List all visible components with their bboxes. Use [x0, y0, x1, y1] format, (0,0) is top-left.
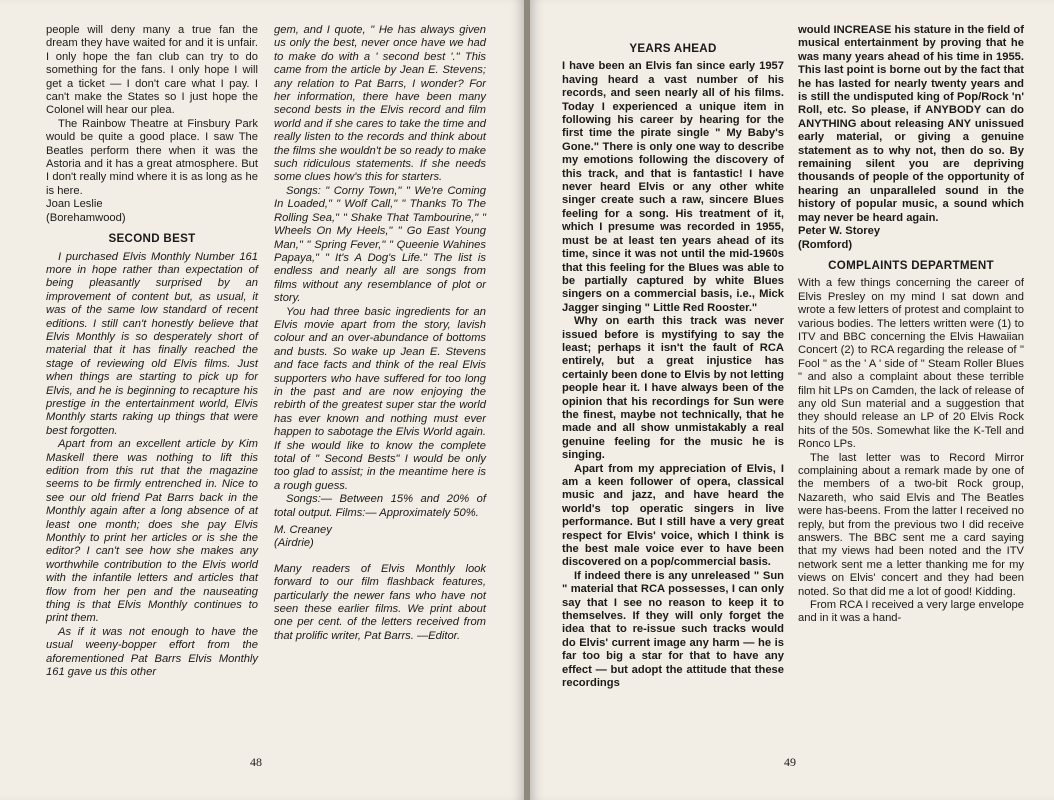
- letter-signature-place: (Airdrie): [274, 537, 314, 550]
- letter-paragraph: would INCREASE his stature in the field of musical entertainment by proving that he was many years ahead of his time in 1955. This last point is borne out by the fact that he has lasted for nearly twenty years and is still the undisputed king of Pop/Rock 'n' Roll, etc. So please, if ANYBODY can do ANYTHING about releasing ANY unissued early material, or giving a genuine statement as to why not, then do so. By remaining silent you are depriving thousands of people of the opportunity of hearing an unparalleled sound in the history of popular music, a sound which may never be heard again.: [798, 24, 1024, 224]
- letter-continuation-text: people will deny many a true fan the dream they have waited for and it is unfair. I only hope the fan club can try to do something for the fans. I only hope I will get a ticket — I don't care what I pay. I can't make the States so I just hope the Colonel will hear our plea.: [46, 24, 258, 117]
- letter-signature-name: Joan Leslie: [46, 198, 103, 211]
- section-heading-second-best: SECOND BEST: [108, 232, 196, 246]
- letter-signature-name: Peter W. Storey: [798, 225, 881, 238]
- letter-paragraph: Songs: " Corny Town," " We're Coming In Loaded," " Wolf Call," " Thanks To The Rolling Sea," " Shake That Tambourine," " Wheels On My Heels," " Go East Young Man," " Spring Fever," " Queenie Wahines Papaya," " It's A Dog's Life." The list is endless and nearly all are songs from films without any resemblance of plot or story.: [274, 184, 486, 305]
- letter-paragraph: gem, and I quote, " He has always given us only the best, never once have we had to make do with a ' second best '." This came from the article by Jean E. Stevens; any relation to Pat Barrs, I wonder? For her information, there have been many second bests in the Elvis record and film world and if she cares to take the time and really listen to the records and think about the films she wouldn't be so ready to make such ridiculous statements. If she needs some clues how's this for starters.: [274, 24, 486, 184]
- letter-paragraph: From RCA I received a very large envelope and in it was a hand-: [798, 599, 1024, 625]
- section-heading-complaints-department: COMPLAINTS DEPARTMENT: [828, 258, 994, 272]
- right-page-column-1: [562, 24, 784, 691]
- letter-paragraph: Why on earth this track was never issued before is mystifying to say the least; perhaps it isn't the fault of RCA entirely, but a great injustice has certainly been done to Elvis by not letting people hear it. I have always been of the opinion that his recordings for Sun were the finest, maybe not technically, that he made and all show unmistakably a real genuine feeling for the music he is singing.: [562, 315, 784, 462]
- letter-paragraph: The last letter was to Record Mirror complaining about a remark made by one of the members of a two-bit Rock group, Nazareth, who said Elvis and The Beatles were has-beens. From the latter I received no reply, but from the previous two I did receive answers. The BBC sent me a card saying that my views had been noted and the ITV network sent me a letter thanking me for my views on Elvis' concert and they had been noted. So that did me a lot of good! Kidding.: [798, 451, 1024, 598]
- editor-note: Many readers of Elvis Monthly look forward to our film flashback features, particularly the newer fans who have not seen these earlier films. We print about one per cent. of the letters received from that prolific writer, Pat Barrs. —Editor.: [274, 562, 486, 642]
- letter-paragraph: With a few things concerning the career of Elvis Presley on my mind I sat down and wrote a few letters of protest and complaint to various bodies. The letters written were (1) to ITV and BBC concerning the Elvis Hawaiian Concert (2) to RCA regarding the release of " Fool " as the ' A ' side of " Steam Roller Blues " and also a complaint about these terrible film hit LPs on Camden, the lack of release of any old Sun material and a suggestion that they should release an LP of 20 Elvis Rock hits of the 50s. Somewhat like the K-Tell and Ronco LPs.: [798, 277, 1024, 451]
- left-page-column-2: [274, 24, 486, 643]
- right-page: [530, 0, 1054, 800]
- letter-paragraph: You had three basic ingredients for an Elvis movie apart from the story, lavish colour and an over-abundance of bottoms and busts. So wake up Jean E. Stevens and face facts and think of the real Elvis supporters who have suffered for too long in the past and are now enjoying the rebirth of the greatest super star the world has ever known and nothing must ever happen to sabotage the Elvis World again. If she would like to know the complete total of " Second Bests" I would be only too glad to assist; in the meantime here is a rough guess.: [274, 305, 486, 492]
- page-number: 49: [784, 755, 796, 769]
- letter-paragraph: The Rainbow Theatre at Finsbury Park would be quite a good place. I saw The Beatles perform there when it was the Astoria and it has a great atmosphere. But I don't really mind where it is as long as he is here.: [46, 117, 258, 197]
- left-page-column-1: [46, 24, 258, 680]
- right-page-column-2: [798, 24, 1024, 626]
- letter-signature-place: (Romford): [798, 238, 853, 251]
- letter-paragraph: Apart from an excellent article by Kim Maskell there was nothing to lift this edition from this rut that the magazine seems to be firmly entrenched in. Nice to see our old friend Pat Barrs back in the Monthly again after a long absence of at least one month; does she pay Elvis Monthly to print her articles or is she the editor? I can't see how she makes any worthwhile contribution to the Elvis world with the infantile letters and articles that flow from her pen and the nauseating thing is that Elvis Monthly continues to print them.: [46, 438, 258, 625]
- letter-paragraph: I have been an Elvis fan since early 1957 having heard a vast number of his records, and seen nearly all of his films. Today I experienced a unique item in following his career by hearing for the first time the pirate single " My Baby's Gone." There is only one way to describe my emotions following the discovery of this track, and that is fantastic! I have never heard Elvis or any other white singer create such a raw, sincere Blues feeling for a song. His treatment of it, which I presume was recorded in 1955, must be at least ten years ahead of its time, since it was not until the mid-1960s that this feeling for the Blues was able to be partially captured by white Blues singers on a commercial basis, i.e., Mick Jagger singing " Little Red Rooster.": [562, 60, 784, 314]
- letter-paragraph: As if it was not enough to have the usual weeny-bopper effort from the aforementioned Pat Barrs Elvis Monthly 161 gave us this other: [46, 625, 258, 679]
- letter-paragraph: I purchased Elvis Monthly Number 161 more in hope rather than expectation of being pleasantly surprised by an improvement of content but, as usual, it was of the same low standard of recent editions. I still can't honestly believe that Elvis Monthly is so desperately short of material that it has finally reached the stage of reviewing old Elvis films. Just when things are starting to pick up for Elvis, and he is beginning to recapture his prestige in the entertainment world, Elvis Monthly starts raking up things that were best forgotten.: [46, 250, 258, 437]
- letter-paragraph: Apart from my appreciation of Elvis, I am a keen follower of opera, classical music and jazz, and have heard the world's top operatic singers in live performance. But I still have a very great respect for Elvis' voice, which I think is the best male voice ever to have been discovered on a pop/commercial basis.: [562, 462, 784, 569]
- left-page: [0, 0, 524, 800]
- section-heading-years-ahead: YEARS AHEAD: [629, 42, 717, 55]
- letter-paragraph: Songs:— Between 15% and 20% of total output. Films:— Approximately 50%.: [274, 493, 486, 519]
- letter-signature-name: M. Creaney: [274, 524, 332, 537]
- page-number: 48: [250, 755, 262, 769]
- letter-paragraph: If indeed there is any unreleased " Sun " material that RCA possesses, I can only say that I see no reason to keep it to themselves. If they will only forget the idea that to re-issue such tracks would do Elvis' current image any harm — he is far too big a star for that to have any effect — but adopt the attitude that these recordings: [562, 569, 784, 690]
- letter-signature-place: (Borehamwood): [46, 211, 126, 224]
